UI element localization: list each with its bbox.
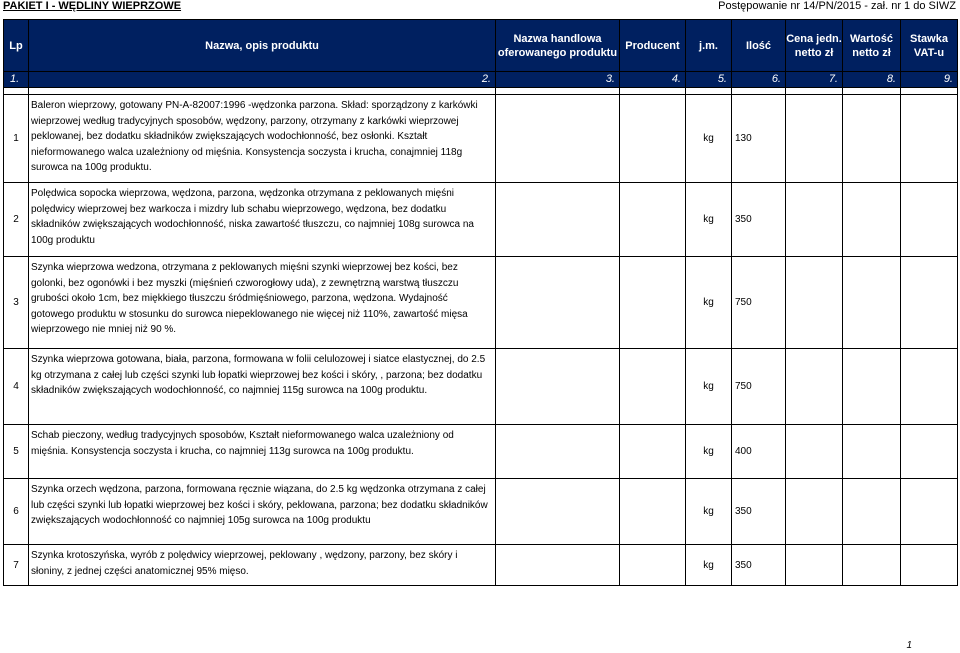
- row-vat-rate-cell[interactable]: [901, 479, 958, 545]
- col-number: 8.: [843, 72, 901, 88]
- row-description: Schab pieczony, według tradycyjnych sposobów, Kształt nieformowanego walca uzależniony od mięśnia. Konsystencja soczysta i krucha, co najmniej 113g surowca na 100g produktu.: [29, 425, 496, 479]
- row-producer-cell[interactable]: [620, 95, 686, 183]
- row-trade-name-cell[interactable]: [496, 479, 620, 545]
- row-producer-cell[interactable]: [620, 183, 686, 257]
- col-number: 1.: [4, 72, 29, 88]
- col-header-quantity: Ilość: [732, 20, 786, 72]
- row-lp: 7: [4, 545, 29, 586]
- row-trade-name-cell[interactable]: [496, 183, 620, 257]
- row-producer-cell[interactable]: [620, 349, 686, 425]
- row-vat-rate-cell[interactable]: [901, 95, 958, 183]
- procedure-reference: Postępowanie nr 14/PN/2015 - zał. nr 1 do SIWZ: [718, 0, 956, 12]
- row-net-value-cell[interactable]: [843, 479, 901, 545]
- row-lp: 4: [4, 349, 29, 425]
- row-net-value-cell[interactable]: [843, 183, 901, 257]
- row-unit-price-cell[interactable]: [786, 349, 843, 425]
- col-number: 7.: [786, 72, 843, 88]
- col-header-net-value: Wartość netto zł: [843, 20, 901, 72]
- row-vat-rate-cell[interactable]: [901, 257, 958, 349]
- row-vat-rate-cell[interactable]: [901, 425, 958, 479]
- row-vat-rate-cell[interactable]: [901, 545, 958, 586]
- table-row: [4, 425, 958, 479]
- row-trade-name-cell[interactable]: [496, 425, 620, 479]
- row-lp: 2: [4, 183, 29, 257]
- col-header-trade-name: Nazwa handlowa oferowanego produktu: [496, 20, 620, 72]
- row-producer-cell[interactable]: [620, 479, 686, 545]
- col-number: 2.: [29, 72, 496, 88]
- row-quantity: 350: [732, 183, 786, 257]
- row-unit-price-cell[interactable]: [786, 479, 843, 545]
- row-description: Polędwica sopocka wieprzowa, wędzona, parzona, wędzonka otrzymana z peklowanych mięśni polędwicy wieprzowej bez warkocza i mizdry lub schabu wieprzowego, wędzona, bez dodatku składników zwiększających wodochłonność, niska zawartość tłuszczu, co najmniej 108g surowca na 100g produktu: [29, 183, 496, 257]
- row-producer-cell[interactable]: [620, 545, 686, 586]
- row-trade-name-cell[interactable]: [496, 349, 620, 425]
- product-table: [3, 19, 958, 586]
- row-unit-price-cell[interactable]: [786, 257, 843, 349]
- table-header-row: [4, 20, 958, 72]
- row-net-value-cell[interactable]: [843, 349, 901, 425]
- page-number: 1: [906, 640, 912, 651]
- row-unit: kg: [686, 545, 732, 586]
- row-unit: kg: [686, 349, 732, 425]
- row-vat-rate-cell[interactable]: [901, 183, 958, 257]
- table-row: [4, 257, 958, 349]
- table-row: [4, 349, 958, 425]
- row-description: Szynka wieprzowa wedzona, otrzymana z peklowanych mięśni szynki wieprzowej bez kości, bez golonki, bez ogonówki i bez myszki (mięśnień czworogłowy uda), z zewnętrzną warstwą tłuszczu grubości około 1cm, bez miękkiego tłuszczu śródmięśniowego, parzona, wędzona. Wydajność gotowego produktu w stosunku do surowca niepeklowanego nie więcej niż 110%, zawartość mięsa wieprzowego nie mniej niż 90 %.: [29, 257, 496, 349]
- row-description: Szynka wieprzowa gotowana, biała, parzona, formowana w folii celulozowej i siatce elastycznej, do 2.5 kg otrzymana z całej lub części szynki lub łopatki wieprzowej bez kości i skóry, , parzona; bez dodatku składników zwiększających wodochłonność, co najmniej 115g surowca na 100g produktu.: [29, 349, 496, 425]
- table-row: [4, 183, 958, 257]
- row-description: Szynka orzech wędzona, parzona, formowana ręcznie wiązana, do 2.5 kg wędzonka otrzymana z całej lub części szynki lub łopatki wieprzowej bez kości i skóry, peklowana, parzona; bez dodatku składników zwiększających wodochłonność co najmniej 105g surowca na 100g produktu: [29, 479, 496, 545]
- row-unit-price-cell[interactable]: [786, 425, 843, 479]
- row-lp: 1: [4, 95, 29, 183]
- row-lp: 6: [4, 479, 29, 545]
- table-row: [4, 479, 958, 545]
- row-unit: kg: [686, 479, 732, 545]
- row-lp: 5: [4, 425, 29, 479]
- col-number: 4.: [620, 72, 686, 88]
- row-unit: kg: [686, 95, 732, 183]
- table-row: [4, 95, 958, 183]
- row-unit-price-cell[interactable]: [786, 545, 843, 586]
- row-quantity: 130: [732, 95, 786, 183]
- document-header: [0, 0, 960, 14]
- col-header-name: Nazwa, opis produktu: [29, 20, 496, 72]
- package-title: PAKIET I - WĘDLINY WIEPRZOWE: [3, 0, 182, 12]
- row-trade-name-cell[interactable]: [496, 257, 620, 349]
- col-header-producer: Producent: [620, 20, 686, 72]
- row-vat-rate-cell[interactable]: [901, 349, 958, 425]
- row-quantity: 750: [732, 349, 786, 425]
- row-unit-price-cell[interactable]: [786, 95, 843, 183]
- row-unit: kg: [686, 425, 732, 479]
- row-description: Szynka krotoszyńska, wyrób z polędwicy wieprzowej, peklowany , wędzony, parzony, bez skóry i słoniny, z jednej części anatomicznej 95% mięso.: [29, 545, 496, 586]
- row-net-value-cell[interactable]: [843, 257, 901, 349]
- col-number: 3.: [496, 72, 620, 88]
- col-header-vat-rate: Stawka VAT-u: [901, 20, 958, 72]
- spacer-row: [4, 88, 958, 95]
- row-quantity: 750: [732, 257, 786, 349]
- row-net-value-cell[interactable]: [843, 425, 901, 479]
- row-lp: 3: [4, 257, 29, 349]
- col-header-unit-price: Cena jedn. netto zł: [786, 20, 843, 72]
- row-producer-cell[interactable]: [620, 425, 686, 479]
- row-trade-name-cell[interactable]: [496, 95, 620, 183]
- row-producer-cell[interactable]: [620, 257, 686, 349]
- col-header-lp: Lp: [4, 20, 29, 72]
- row-quantity: 400: [732, 425, 786, 479]
- column-number-row: [4, 72, 958, 88]
- col-number: 9.: [901, 72, 958, 88]
- row-trade-name-cell[interactable]: [496, 545, 620, 586]
- row-net-value-cell[interactable]: [843, 545, 901, 586]
- row-unit: kg: [686, 257, 732, 349]
- row-quantity: 350: [732, 479, 786, 545]
- col-header-unit: j.m.: [686, 20, 732, 72]
- row-unit: kg: [686, 183, 732, 257]
- row-description: Baleron wieprzowy, gotowany PN-A-82007:1996 -wędzonka parzona. Skład: sporządzony z karkówki wieprzowej według tradycyjnych sposobów, wędzony, parzony, otrzymany z karkówki wieprzowej peklowanej, bez dodatku składników zwiększających wodochłonność, bez osłonki. Kształt nieformowanego walca uzależniony od mięśnia. Konsystencja soczysta i krucha, conajmniej 118g surowca na 100g produktu.: [29, 95, 496, 183]
- row-unit-price-cell[interactable]: [786, 183, 843, 257]
- table-row: [4, 545, 958, 586]
- col-number: 6.: [732, 72, 786, 88]
- row-net-value-cell[interactable]: [843, 95, 901, 183]
- row-quantity: 350: [732, 545, 786, 586]
- col-number: 5.: [686, 72, 732, 88]
